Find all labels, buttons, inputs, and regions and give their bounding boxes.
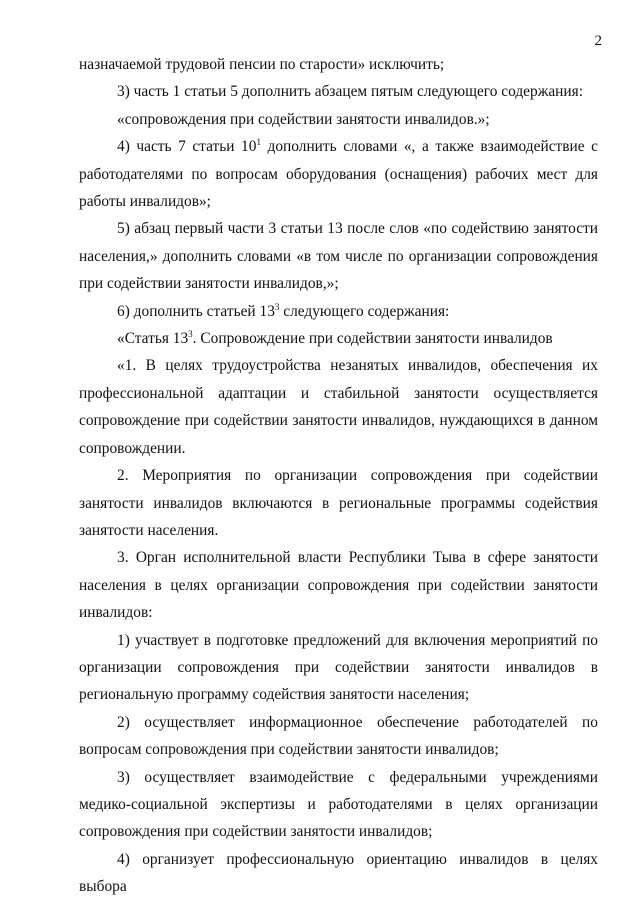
paragraph-text: 1) участвует в подготовке предложений для включения мероприятий по организации сопровождения при содействии занятости инвалидов в региональную программу содействия занятости населения; xyxy=(79,631,598,704)
paragraph-item-6 xyxy=(79,298,598,325)
paragraph-text-cont: . Сопровождение при содействии занятости инвалидов xyxy=(192,330,553,348)
paragraph-text: «1. В целях трудоустройства незанятых инвалидов, обеспечения их профессиональной адаптации и стабильной занятости осуществляется сопровождение при содействии занятости инвалидов, нуждающихся в данном сопровождении. xyxy=(79,357,598,457)
paragraph-text: 6) дополнить статьей 13 xyxy=(117,302,275,320)
paragraph-text: 4) часть 7 статьи 10 xyxy=(117,138,257,156)
paragraph-item-4 xyxy=(79,133,598,215)
article-heading xyxy=(79,325,598,352)
paragraph-subitem-4 xyxy=(79,846,598,901)
paragraph-text: 3. Орган исполнительной власти Республики Тыва в сфере занятости населения в целях организации сопровождения при содействии занятости инвалидов: xyxy=(79,549,598,622)
paragraph-item-3 xyxy=(79,78,598,105)
paragraph-clause-3 xyxy=(79,544,598,626)
superscript: 3 xyxy=(274,301,280,312)
paragraph-text: 5) абзац первый части 3 статьи 13 после слов «по содействию занятости населения,» дополнить словами «в том числе по организации сопровождения при содействии занятости инвалидов,»; xyxy=(79,220,598,293)
paragraph-clause-1 xyxy=(79,352,598,462)
paragraph-item-5 xyxy=(79,215,598,297)
paragraph-text: 2. Мероприятия по организации сопровождения при содействии занятости инвалидов включаются в региональные программы содействия занятости населения. xyxy=(79,467,598,539)
paragraph-text-cont: дополнить словами «, а также взаимодействие с работодателями по вопросам оборудования (оснащения) рабочих мест для работы инвалидов»; xyxy=(79,138,598,211)
paragraph-text: 4) организует профессиональную ориентацию инвалидов в целях выбора xyxy=(79,850,598,896)
paragraph-pension-exclude xyxy=(79,51,598,78)
document-body xyxy=(79,51,598,901)
paragraph-subitem-2 xyxy=(79,709,598,764)
paragraph-subitem-3 xyxy=(79,764,598,846)
paragraph-subitem-1 xyxy=(79,627,598,709)
paragraph-text: 3) осуществляет взаимодействие с федеральными учреждениями медико-социальной экспертизы и работодателями в целях организации сопровождения при содействии занятости инвалидов; xyxy=(79,768,598,841)
paragraph-text: назначаемой трудовой пенсии по старости» исключить; xyxy=(79,56,445,73)
paragraph-clause-2 xyxy=(79,462,598,544)
paragraph-text: 2) осуществляет информационное обеспечение работодателей по вопросам сопровождения при содействии занятости инвалидов; xyxy=(79,713,598,759)
paragraph-text: 3) часть 1 статьи 5 дополнить абзацем пятым следующего содержания: xyxy=(117,83,584,101)
superscript: 3 xyxy=(188,329,193,340)
page-number: 2 xyxy=(594,33,602,49)
superscript: 1 xyxy=(256,137,261,148)
paragraph-quote-support xyxy=(79,106,598,133)
paragraph-text-cont: следующего содержания: xyxy=(279,302,450,320)
paragraph-text: «сопровождения при содействии занятости инвалидов.»; xyxy=(117,110,490,128)
paragraph-text: «Статья 13 xyxy=(117,330,189,348)
